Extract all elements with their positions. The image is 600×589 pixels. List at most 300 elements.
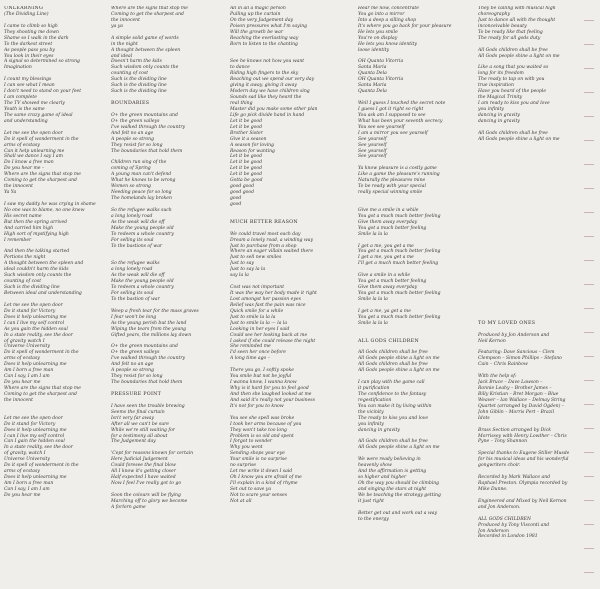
lyric-line: Why you went — [230, 445, 263, 451]
lyric-line: really special winning smile — [358, 190, 423, 196]
lyric-line: Could foresee the final blow — [111, 463, 176, 469]
edge-tick — [584, 332, 594, 333]
lyric-line: I saw my daddy he was crying in shame — [4, 201, 96, 207]
lyric-line: Recorded by Mark Wallace and — [478, 475, 551, 481]
lyric-line: O+ the green valleys — [111, 350, 160, 356]
lyric-line: the innocent — [4, 184, 33, 190]
lyric-line: Oh I know you are afraid of me — [230, 475, 302, 481]
lyric-line: Cain – Chris Rainbow — [478, 362, 528, 368]
lyric-line: I can play with the game call — [358, 380, 425, 386]
lyric-line: All I know it's getting closer — [111, 469, 176, 475]
lyric-line: I am a mirror you see yourself — [358, 130, 428, 136]
lyric-line: Am I born a free man — [4, 481, 54, 486]
edge-tick — [584, 524, 594, 525]
edge-tick — [584, 116, 594, 117]
lyric-line: Imagination — [4, 65, 32, 71]
lyric-line: ideal couldn't harm the kids — [4, 267, 69, 273]
lyric-line: Make the young people old — [111, 279, 174, 285]
lyric-line: And the affirmation is getting — [358, 469, 427, 475]
lyric-line: They be calling with musical high — [478, 6, 556, 11]
lyric-line: Will the growth be war — [230, 29, 284, 35]
lyric-line: I'll get a much much better feeling — [358, 261, 439, 267]
lyrics-column-3 — [230, 6, 350, 505]
lyric-line: You got a much much better feeling — [358, 291, 441, 296]
lyric-line: a long lonely road — [111, 267, 153, 273]
lyric-line: I can I live my self control — [4, 433, 65, 439]
lyric-line: All Gods people shine a light on me — [478, 53, 560, 59]
lyric-line: Children run sing of the — [111, 160, 167, 166]
lyric-line: You go into a mirror — [358, 11, 405, 17]
lyric-line: ALL GODS CHILDREN — [478, 516, 531, 522]
lyric-line: Produced by Jon Anderson and — [478, 332, 550, 338]
lyric-line: Pulling up the curtain — [230, 11, 281, 17]
lyric-line: Soon the colours will be flying — [111, 492, 181, 498]
lyric-line: Raphael Preston. Olympia recorded by — [478, 481, 568, 486]
lyric-line: Weaver – Ian Wallace – Delmay String — [478, 397, 566, 403]
lyric-line: They shooting me down — [4, 29, 59, 35]
lyric-line: There you go, I softly spoke — [230, 368, 294, 374]
lyric-line: O+ the green mountains and — [111, 112, 178, 118]
lyric-line: coming of Spring — [111, 166, 151, 172]
lyric-line: Ronnie Leahy – Brother James – — [478, 386, 552, 391]
lyric-line: In a state reality, see the door — [4, 445, 73, 451]
lyric-line: All Gods children shall be free — [358, 439, 428, 445]
lyric-line: Into a deep a silling shop — [358, 17, 417, 23]
lyric-line: As the weak will die off — [111, 273, 165, 279]
edge-tick — [584, 404, 594, 405]
lyric-line: Let me see the open door — [4, 302, 63, 308]
lyric-line: Idots — [478, 415, 490, 421]
lyric-line: Do you hear me — [4, 492, 41, 498]
lyric-line: The ready to kiss you and love — [358, 415, 429, 421]
lyric-line: Like a song that you waited so — [478, 65, 549, 71]
lyric-line: the innocent — [4, 397, 33, 403]
lyric-line: Here Judicial Judgement — [111, 457, 168, 463]
lyric-line: heavenly show — [358, 463, 392, 469]
lyric-line: Weep a fresh tear for the mass graves — [111, 308, 199, 314]
lyric-line: He lets you smile — [358, 29, 398, 35]
lyric-line: Do it stand for Victory — [4, 308, 56, 314]
lyric-line: Recorded in London 1981 — [478, 534, 538, 540]
lyrics-column-4 — [358, 6, 470, 523]
lyric-line: Dream a lonely road, a winding way — [230, 237, 314, 243]
lyric-line: And said it's really not your business — [230, 397, 315, 403]
lyric-line: Wiping the tears from the young — [111, 326, 187, 332]
lyric-line: Engineered and Mixed by Neil Kernon — [478, 498, 567, 504]
lyric-line: The same crazy game of ideal — [4, 112, 73, 118]
lyric-line: Do it spell of wonderment in the — [4, 136, 79, 142]
lyric-line: Brass Section arranged by Dick — [478, 427, 552, 433]
lyric-line: Cost was not important — [230, 285, 285, 291]
lyric-line: choreography — [478, 11, 511, 17]
lyric-line: Can I say, I am I am — [4, 486, 50, 492]
edge-tick — [584, 308, 594, 309]
lyric-line: To redeem a whole country — [111, 285, 174, 291]
edge-tick — [584, 236, 594, 237]
lyric-line: for his musical ideas and his wonderful — [478, 457, 569, 463]
lyric-line: While we're still waiting for — [111, 427, 175, 433]
lyric-line: and Jon Anderson. — [478, 504, 521, 510]
lyric-line: Just to smile la la la — [230, 314, 276, 320]
lyric-line: gongwriters choir. — [478, 463, 521, 469]
lyric-line: Between ideal and understanding — [4, 291, 82, 296]
lyric-line: I am complete — [4, 95, 37, 101]
lyric-line: The boundaries that hold them — [111, 380, 183, 386]
lyric-line: You get a much much better feeling — [358, 249, 441, 255]
lyric-line: He lets you know identity — [358, 41, 417, 47]
lyric-line: You look in their eyes — [4, 53, 54, 59]
lyric-line: good good — [230, 184, 255, 190]
lyric-line: And then the talking started — [4, 249, 70, 255]
song-title: BOUNDARIES — [111, 101, 150, 106]
lyric-line: regestification — [358, 397, 392, 403]
lyric-line: Does it help unlearning me — [4, 314, 67, 320]
lyric-line: Smile la la la — [358, 296, 388, 302]
lyric-line: They resist for so long — [111, 374, 163, 380]
lyric-line: You're on display — [358, 35, 398, 41]
edge-tick — [584, 380, 594, 381]
lyric-line: Reason for wanting — [230, 148, 275, 154]
lyric-line: counting of cost — [4, 279, 42, 285]
lyric-line: Born to listen to the chanting — [230, 41, 298, 47]
lyric-line: Such is the dividing line — [111, 89, 167, 95]
edge-tick — [584, 20, 594, 21]
lyric-line: We were ready believing in — [358, 457, 421, 463]
lyric-line: it just right — [358, 498, 384, 504]
lyric-line: In a state reality, see the door — [4, 332, 73, 338]
lyric-line: (The Dividing Line) — [4, 11, 49, 17]
lyric-line: the innocent — [111, 17, 140, 23]
lyric-line: You got a much much better feeling — [358, 213, 441, 219]
lyric-line: Set out to save ya — [230, 486, 272, 492]
lyric-line: it purification — [358, 386, 390, 391]
lyric-line: I get a me, you get a me — [358, 243, 414, 249]
lyric-line: giving it away, giving it away — [230, 83, 297, 89]
lyric-line: Special thanks to Eugene Stiller Musde — [478, 451, 570, 457]
lyric-line: I've walked through the country — [111, 124, 186, 130]
lyric-line: They resist for so long — [111, 142, 163, 148]
lyric-line: We be teaching the strategy getting — [358, 492, 441, 498]
lyric-line: All Gods people shine a light on me — [358, 445, 440, 451]
lyric-line: Do I know a free man — [4, 160, 54, 166]
lyrics-column-2 — [111, 6, 223, 511]
lyric-line: Give them away everyday — [358, 285, 418, 291]
lyric-line: After all we can't be sure — [111, 421, 169, 427]
lyric-line: the Magical Trinity — [478, 95, 523, 101]
lyric-line: The ready to tap on with you — [478, 77, 545, 83]
lyric-line: Can I gain the hidden soul — [4, 439, 65, 445]
lyric-line: It's where you go back for your pleasure — [358, 23, 452, 29]
lyric-line: Such wisdom only counts the — [111, 65, 179, 71]
lyric-line: Such is the dividing line — [4, 285, 60, 291]
lyric-line: See yourself — [358, 142, 387, 148]
lyric-line: Doesn't harm the kids — [111, 59, 162, 65]
lyric-line: And then she laughed looked at me — [230, 391, 312, 397]
lyric-line: All in all a magic person — [230, 6, 286, 11]
lyric-line: Seems the final curtain — [111, 409, 165, 415]
lyric-line: Youth is the same — [4, 106, 45, 112]
lyric-line: I get a me, you get a me — [358, 255, 414, 261]
lyric-line: Relief was fast the pain was nice — [230, 302, 306, 308]
song-title: TO MY LOVED ONES — [478, 320, 536, 326]
lyric-line: Where are the signs that stop me — [4, 386, 81, 391]
lyric-line: So the refugee walks such — [111, 207, 172, 213]
edge-tick — [584, 68, 594, 69]
lyric-line: Marching off to glory we become — [111, 498, 188, 504]
lyric-line: Can I say, I am I am — [4, 374, 50, 380]
lyric-line: To be ready like that feeling — [478, 29, 543, 35]
lyric-line: Where are the signs that stop me — [4, 172, 81, 178]
lyric-line: Featuring: Dave Sancious – Clem — [478, 350, 555, 356]
edge-tick — [584, 164, 594, 165]
lyric-line: Let it be good — [230, 172, 263, 178]
lyric-line: Quick smile for a while — [230, 308, 284, 314]
lyric-line: As people pass you by — [4, 47, 55, 53]
lyric-line: Just to smile la la — la la — [230, 320, 288, 326]
lyric-line: Am I born a free man — [4, 368, 54, 374]
lyric-line: A young man can't defend — [111, 172, 172, 178]
lyric-line: Coming to get the sharpest and — [4, 391, 77, 397]
lyric-line: Quanta Dela — [358, 71, 387, 77]
lyric-line: High sort of mystifying high — [4, 231, 69, 237]
edge-tick — [584, 188, 594, 189]
lyric-line: Quartet (arranged by David Ogden) – — [478, 403, 565, 409]
lyrics-column-5 — [478, 6, 584, 540]
lyric-line: Lost amongst her passion eyes — [230, 296, 301, 302]
lyric-line: the vicinity — [358, 409, 384, 415]
lyric-line: Give a smile in a while — [358, 273, 411, 279]
lyric-line: I wanna know, I wanna know — [230, 380, 297, 386]
lyric-line: Universe University — [4, 457, 50, 463]
lyric-line: Such is the dividing line — [111, 83, 167, 89]
lyric-line: Have you heard of the people — [478, 89, 547, 95]
lyric-line: Reaching the everlasting way — [230, 35, 299, 41]
lyric-line: As the young perish but the land — [111, 320, 187, 326]
edge-tick — [584, 284, 594, 285]
lyric-line: Let it be good — [230, 124, 263, 130]
lyrics-column-1 — [4, 6, 106, 499]
lyric-line: I've walked through the country — [111, 356, 186, 362]
lyric-line: Does it help unlearning me — [4, 362, 67, 368]
lyric-line: To be ready with your special — [358, 184, 426, 190]
lyric-line: Like a game the pleasure's running — [358, 172, 440, 178]
lyric-line: Universe University — [4, 344, 50, 350]
edge-tick — [584, 44, 594, 45]
lyric-line: Brother Sister — [230, 130, 263, 136]
lyric-line: Needing peace for so long — [111, 190, 172, 196]
lyric-line: The homelands lay broken — [111, 196, 172, 201]
lyric-line: Modern day we have children sing — [230, 89, 310, 95]
lyric-line: I am ready to kiss you and love — [478, 101, 550, 106]
lyric-line: Smile la la la — [358, 231, 388, 237]
lyric-line: Jack Bruce – Dave Lawson – — [478, 380, 543, 386]
lyric-line: Pyne – Tony Shannon — [478, 439, 528, 445]
edge-tick — [584, 476, 594, 477]
lyric-line: I took her arms because of you — [230, 421, 302, 427]
edge-tick — [584, 356, 594, 357]
lyric-line: Portions the night — [4, 255, 46, 261]
lyric-line: It was the way her body made it right — [230, 291, 317, 296]
lyric-line: You see see yourself — [358, 124, 405, 130]
edge-tick — [584, 428, 594, 429]
lyric-line: Now I feel I've really got to go — [111, 481, 182, 486]
lyric-line: Gifted years, the millions lay down — [111, 332, 192, 338]
lyric-line: A signal so determined so strong — [4, 59, 80, 65]
lyric-line: I don't need to stand on your feet — [4, 89, 82, 95]
lyric-line: I'll explain in a kind of rhyme — [230, 481, 298, 486]
lyric-line: Santa Maria — [358, 83, 387, 89]
lyric-line: Naturally the pleasures mine — [358, 178, 426, 184]
lyric-line: To the darkest street — [4, 41, 53, 47]
lyric-line: A simple solid game of words — [111, 35, 179, 41]
lyric-line: Coming to get the sharpest and — [111, 11, 184, 17]
lyric-line: Gotta be good — [230, 178, 263, 184]
lyric-line: It's not for you to know — [230, 403, 284, 409]
lyric-line: of gravity, watch I — [4, 451, 46, 457]
lyric-line: And felt no an age — [111, 362, 154, 368]
lyric-line: Clempson – Simon Phillips – Stefano — [478, 356, 562, 362]
lyric-line: To the bastion of war — [111, 296, 160, 302]
lyric-line: Women so strong — [111, 184, 151, 190]
lyric-line: Give them away everyday — [358, 219, 418, 225]
lyric-line: Just to dance all with the thought — [478, 17, 556, 23]
lyric-line: The confidence to the fantasy — [358, 391, 427, 397]
lyric-line: Half expected I have waited — [111, 475, 176, 481]
lyric-line: Where are the signs that stop me — [111, 6, 188, 11]
lyric-line: All Gods people shine a light on me — [358, 356, 440, 362]
lyric-line: But then the spring arrived — [4, 219, 68, 225]
lyric-line: Mike Dunne. — [478, 486, 508, 492]
lyric-line: real thing — [230, 101, 253, 106]
lyric-line: What he knows to be wrong — [111, 178, 176, 184]
song-title: ALL GODS CHILDREN — [358, 338, 419, 344]
lyric-line: I get a me, ya get a me — [358, 308, 411, 314]
lyric-line: A people so strong — [111, 368, 154, 374]
lyric-line: Ya Ya — [4, 190, 17, 196]
lyric-line: Let me see the open door — [4, 130, 63, 136]
lyric-line: For selling its soul — [111, 237, 154, 243]
lyric-line: to dance — [230, 65, 250, 71]
lyric-line: and singing the stars at night — [358, 486, 427, 492]
lyric-line: I fear won't be long — [111, 314, 157, 320]
lyric-line: loose identity — [358, 47, 390, 53]
lyric-line: His secret name — [4, 213, 42, 219]
lyric-line: Sending shops your eye — [230, 451, 285, 457]
lyric-line: See yourself — [358, 154, 387, 160]
lyric-line: inconceivable beauty — [478, 23, 527, 29]
lyric-line: As the weak will die off — [111, 219, 165, 225]
lyric-line: true inspiration — [478, 83, 514, 89]
lyric-line: They won't take too long — [230, 427, 287, 433]
lyric-line: Just to say la la — [230, 267, 266, 273]
lyric-line: So the refugee walks — [111, 261, 160, 267]
lyric-line: A forlorn game — [111, 504, 146, 510]
lyric-line: Do it spell of wonderment in the — [4, 463, 79, 469]
lyric-line: On the very Judgement day — [230, 17, 294, 23]
lyric-line: Not to scare your senses — [230, 492, 288, 498]
lyric-line: To redeem a whole country — [111, 231, 174, 237]
lyric-line: Such is the dividing line — [111, 77, 167, 83]
lyric-line: Morrissey with Henry Lowther – Chris — [478, 433, 567, 439]
lyric-line: no surprise — [230, 463, 257, 469]
lyric-line: All Gods people shine a light on me — [358, 368, 440, 374]
lyric-line: arms of ecstasy — [4, 469, 40, 475]
edge-tick — [584, 452, 594, 453]
lyric-line: The TV showed me clearly — [4, 101, 65, 106]
lyric-line: A thought between the spleen and — [4, 261, 84, 267]
lyric-line: You can make it by living within — [358, 403, 432, 409]
lyric-line: We could travel most each day — [230, 231, 301, 237]
lyric-line: You see she spell was broke — [230, 415, 295, 421]
lyric-line: long for its freedom — [478, 71, 524, 77]
lyric-line: Better get out and work out a way — [358, 510, 438, 516]
lyric-line: I asked if she could release the night — [230, 338, 316, 344]
lyric-line: Let it be good — [230, 160, 263, 166]
lyric-line: Hear me now, concentrate — [358, 6, 419, 11]
lyric-line: so higher and higher — [358, 475, 407, 481]
lyric-line: for a testimony all about — [111, 433, 168, 439]
lyric-line: Life go pick divide hand in hand — [230, 112, 305, 118]
lyric-line: You ask am I supposed to see — [358, 112, 426, 118]
lyric-line: I can I live my self control — [4, 320, 65, 326]
lyric-line: You smile but not be joyful — [230, 374, 292, 380]
lyric-line: Sounds sad like they heard the — [230, 95, 302, 101]
lyric-line: Looking in her eyes I said — [230, 326, 290, 332]
lyric-line: O+ the green mountains and — [111, 344, 178, 350]
lyric-line: Shame so I walk in the dark — [4, 35, 69, 41]
lyric-line: All Gods children shall be free — [478, 130, 548, 136]
lyric-line: you infinity — [358, 421, 384, 427]
lyric-line: Coming to get the sharpest and — [4, 178, 77, 184]
song-title: PRESSURE POINT — [111, 391, 162, 397]
lyric-line: All Gods children shall be free — [358, 350, 428, 356]
lyric-line: Give it a season — [230, 136, 267, 142]
lyric-line: I can see what I mean — [4, 83, 55, 89]
lyric-line: Do it stand for Victory — [4, 421, 56, 427]
lyric-line: With the help of: — [478, 374, 517, 380]
lyric-line: Let it be good — [230, 154, 263, 160]
lyric-line: dancing in gravity — [478, 112, 520, 118]
lyric-line: I came to climb so high — [4, 23, 58, 29]
lyric-line: For selling its soul — [111, 291, 154, 296]
lyric-line: The Judgement day — [111, 439, 156, 445]
lyric-line: Poison pressures what I'm saying — [230, 23, 308, 29]
lyric-line: Quanta Dela — [358, 89, 387, 95]
lyric-line: Oh the way you should be climbing — [358, 481, 440, 486]
lyric-line: Give me a smile in a while — [358, 207, 419, 213]
lyric-line: I count my blessings — [4, 77, 52, 83]
lyric-line: John Giblin – Morris Pert – Brazil — [478, 409, 555, 415]
lyric-line: All Gods children shall be free — [478, 47, 548, 53]
lyric-line: dancing in gravity — [478, 118, 520, 124]
edge-tick — [584, 212, 594, 213]
lyric-line: Isn't very far away — [111, 415, 154, 421]
lyric-line: and ideal — [111, 53, 133, 59]
edge-tick — [584, 260, 594, 261]
lyric-line: A thought between the spleen — [111, 47, 181, 53]
lyric-line: of gravity watch I — [4, 338, 45, 344]
song-title: UNLEARNING — [4, 6, 44, 11]
lyric-line: A people so strong — [111, 136, 154, 142]
lyric-line: Ya know pleasure is a costly game — [358, 166, 437, 172]
lyric-line: counting of cost — [111, 71, 149, 77]
lyric-line: And felt no an age — [111, 130, 154, 136]
lyric-line: I remember — [4, 237, 32, 243]
edge-tick — [584, 572, 594, 573]
lyric-line: You get a much much better feeling — [358, 314, 441, 320]
page-edge-ticks — [584, 0, 594, 589]
lyric-line: Shall we dance I say I am — [4, 154, 63, 160]
